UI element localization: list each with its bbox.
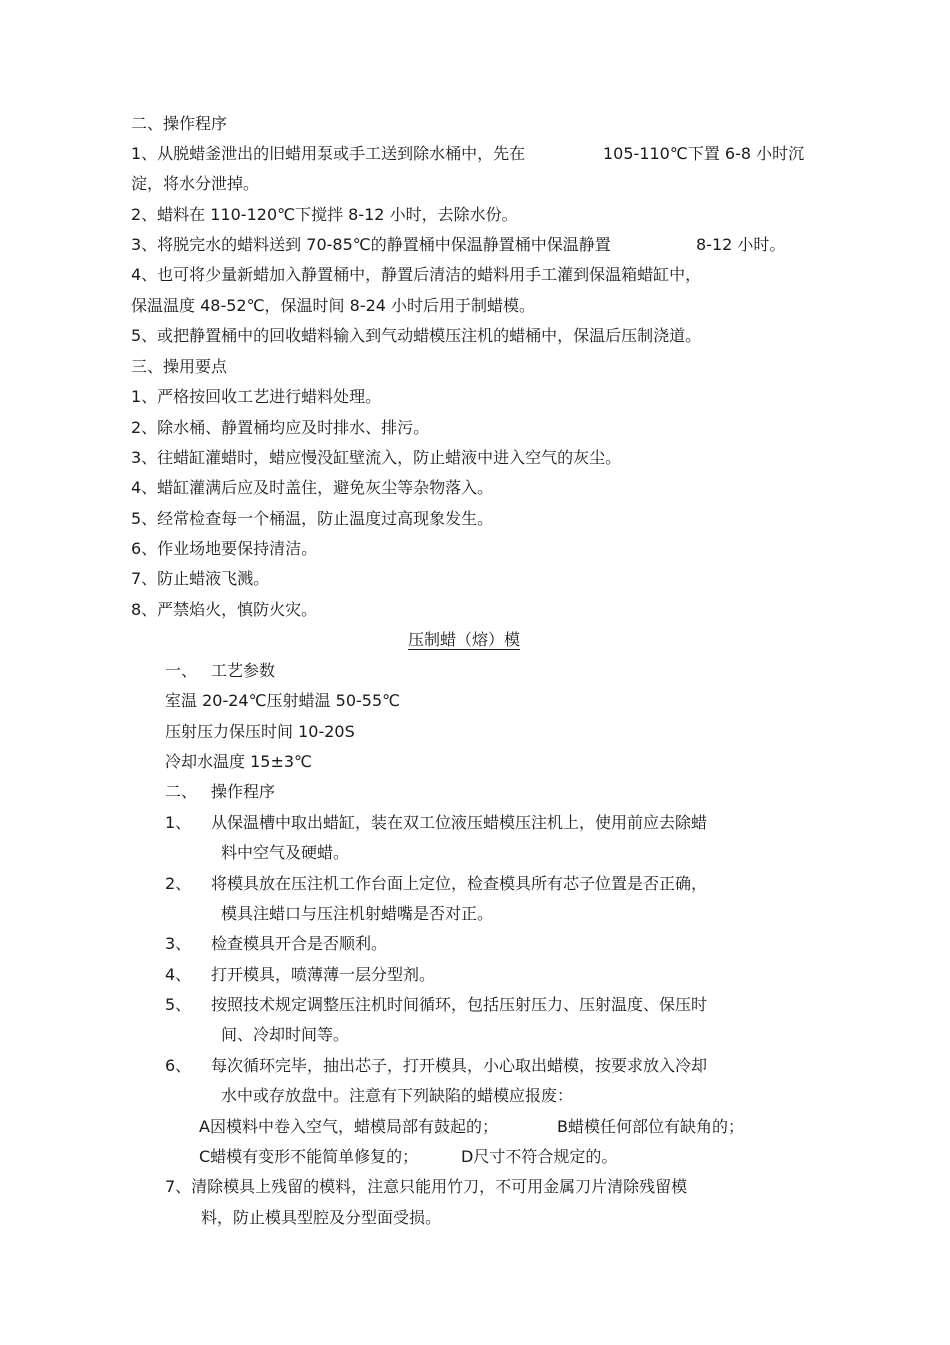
step-text-continued: 料中空气及硬蜡。 [221,843,350,862]
step-number: 3、 [165,934,192,953]
key-point-item: 4、蜡缸灌满后应及时盖住，避免灰尘等杂物落入。 [131,478,494,497]
step-number: 4、 [165,965,192,984]
step-number: 2、 [165,874,192,893]
key-point-item: 5、经常检查每一个桶温，防止温度过高现象发生。 [131,509,494,528]
step-text: 按照技术规定调整压注机时间循环，包括压射压力、压射温度、保压时 [211,995,708,1014]
procedure-line-3a: 3、将脱完水的蜡料送到 70-85℃的静置桶中保温静置桶中保温静置 [131,235,611,254]
step-text: 检查模具开合是否顺利。 [211,934,388,953]
params-heading-number: 一、 [165,661,198,680]
params-heading: 工艺参数 [211,661,276,680]
step-text: 打开模具，喷薄薄一层分型剂。 [211,965,436,984]
key-point-item: 8、严禁焰火，慎防火灾。 [131,600,318,619]
defect-item-a: A因模料中卷入空气，蜡模局部有鼓起的； [199,1117,498,1136]
defect-item-c: C蜡模有变形不能简单修复的； [199,1147,419,1166]
step-7-text: 7、清除模具上残留的模料，注意只能用竹刀，不可用金属刀片清除残留模 [165,1177,688,1196]
step-text-continued: 模具注蜡口与压注机射蜡嘴是否对正。 [221,904,494,923]
defect-item-b: B蜡模任何部位有缺角的； [557,1117,744,1136]
step-text: 从保温槽中取出蜡缸，装在双工位液压蜡模压注机上，使用前应去除蜡 [211,813,708,832]
step-number: 1、 [165,813,192,832]
section-heading-key-points: 三、操用要点 [131,357,228,376]
param-line-temperature: 室温 20-24℃压射蜡温 50-55℃ [165,691,401,710]
procedure-line-4a: 4、也可将少量新蜡加入静置桶中，静置后清洁的蜡料用手工灌到保温箱蜡缸中， [131,265,702,284]
section-title-wax-molding: 压制蜡（熔）模 [408,630,521,649]
key-point-item: 1、严格按回收工艺进行蜡料处理。 [131,387,382,406]
procedure-line-1c: 淀，将水分泄掉。 [131,174,260,193]
key-point-item: 7、防止蜡液飞溅。 [131,569,270,588]
procedure-line-1b: 105-110℃下置 6-8 小时沉 [603,144,805,163]
procedure2-heading: 操作程序 [211,782,276,801]
section-heading-procedure: 二、操作程序 [131,114,228,133]
procedure-line-1a: 1、从脱蜡釜泄出的旧蜡用泵或手工送到除水桶中，先在 [131,144,526,163]
step-number: 6、 [165,1056,192,1075]
step-7-text-continued: 料，防止模具型腔及分型面受损。 [201,1208,442,1227]
procedure-line-3b: 8-12 小时。 [696,235,786,254]
procedure-line-5: 5、或把静置桶中的回收蜡料输入到气动蜡模压注机的蜡桶中，保温后压制浇道。 [131,326,702,345]
param-line-cooling-water: 冷却水温度 15±3℃ [165,752,313,771]
key-point-item: 6、作业场地要保持清洁。 [131,539,318,558]
procedure-line-4b: 保温温度 48-52℃，保温时间 8-24 小时后用于制蜡模。 [131,296,536,315]
key-point-item: 2、除水桶、静置桶均应及时排水、排污。 [131,418,430,437]
param-line-pressure-time: 压射压力保压时间 10-20S [165,722,355,741]
step-text: 每次循环完毕，抽出芯子，打开模具，小心取出蜡模，按要求放入冷却 [211,1056,708,1075]
procedure2-heading-number: 二、 [165,782,198,801]
defect-item-d: D尺寸不符合规定的。 [461,1147,618,1166]
step-number: 5、 [165,995,192,1014]
key-point-item: 3、往蜡缸灌蜡时，蜡应慢没缸壁流入，防止蜡液中进入空气的灰尘。 [131,448,622,467]
step-text-continued: 水中或存放盘中。注意有下列缺陷的蜡模应报废： [221,1086,574,1105]
step-text: 将模具放在压注机工作台面上定位，检查模具所有芯子位置是否正确， [211,874,708,893]
step-text-continued: 间、冷却时间等。 [221,1025,350,1044]
procedure-line-2: 2、蜡料在 110-120℃下搅拌 8-12 小时，去除水份。 [131,205,518,224]
